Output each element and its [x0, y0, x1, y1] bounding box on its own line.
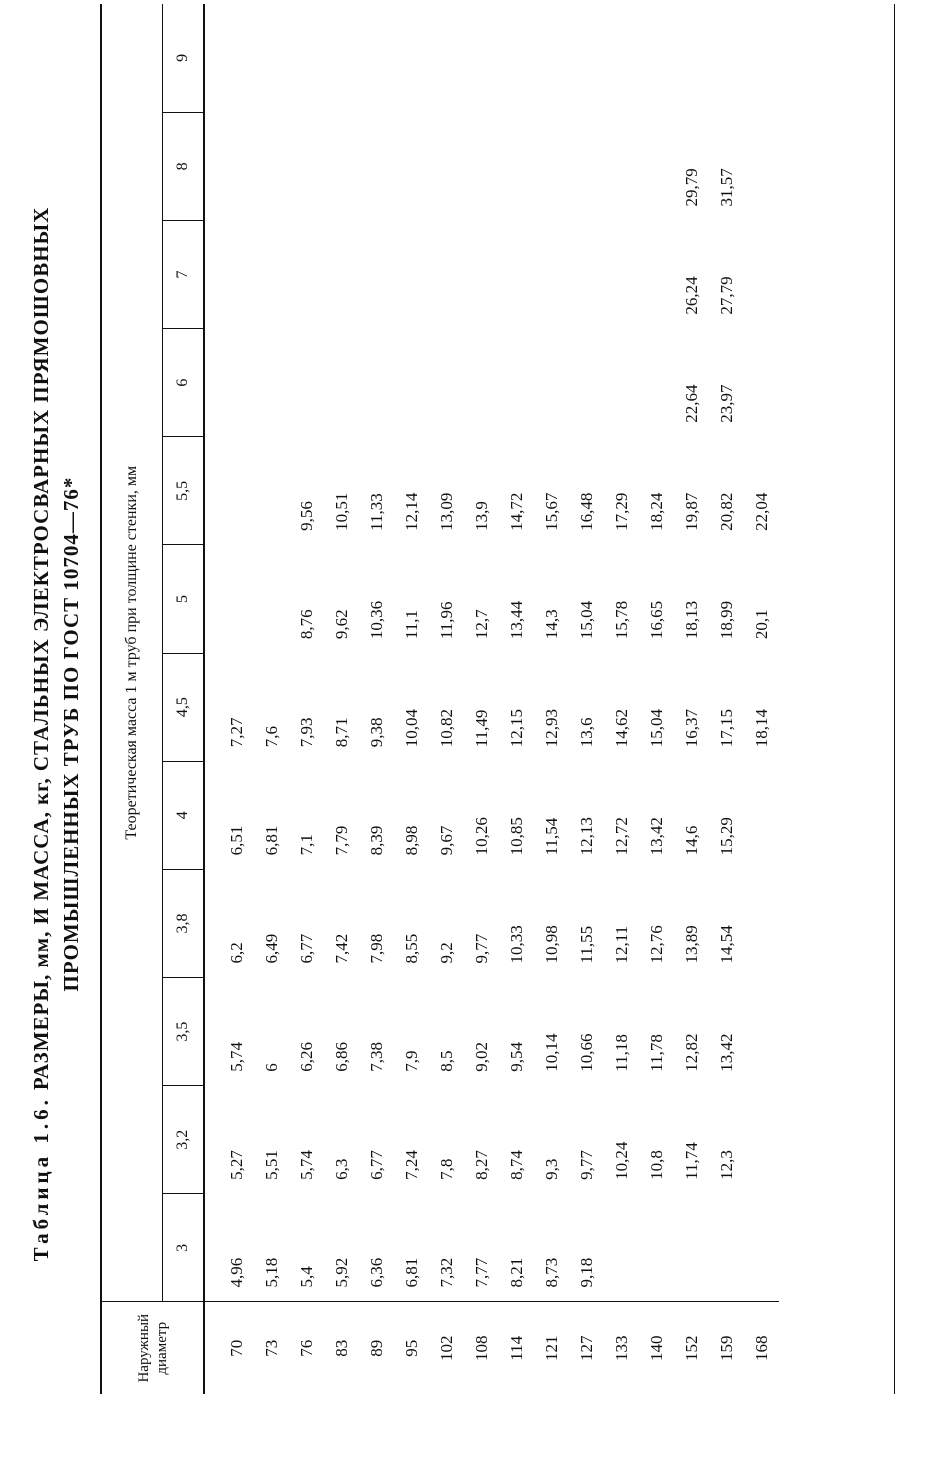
- mass-cell: 4,96: [226, 1257, 246, 1288]
- mass-cell: 20,1: [751, 609, 771, 640]
- mass-cell: 7,32: [436, 1257, 456, 1288]
- mass-cell: 19,87: [681, 492, 701, 531]
- mass-cell: 6,81: [401, 1257, 421, 1288]
- mass-cell: [569, 220, 604, 328]
- mass-cell: 8,39: [366, 825, 386, 856]
- mass-cell: 11,78: [646, 1034, 666, 1072]
- mass-cell: 22,64: [681, 384, 701, 423]
- diameter-cell: 76: [289, 1302, 324, 1394]
- mass-cell: 14,62: [611, 708, 631, 748]
- diameter-cell: 102: [429, 1302, 464, 1394]
- mass-cell: 7,1: [296, 834, 316, 856]
- mass-cell: [324, 112, 359, 220]
- mass-cell: 22,04: [751, 492, 771, 531]
- mass-cell: 9,54: [506, 1041, 526, 1072]
- mass-cell: 10,66: [576, 1033, 596, 1072]
- mass-cell: [359, 112, 394, 220]
- mass-cell: 5,18: [261, 1257, 281, 1288]
- title-line-1: [26, 14, 56, 1454]
- mass-cell: [429, 329, 464, 437]
- mass-cell: 12,76: [646, 925, 666, 964]
- mass-cell: [254, 329, 289, 437]
- rotated-page: [14, 14, 934, 1454]
- mass-cell: [429, 4, 464, 112]
- diameter-cell: 121: [534, 1302, 569, 1394]
- mass-cell: 10,26: [471, 817, 491, 856]
- mass-cell: [499, 4, 534, 112]
- mass-cell: [534, 329, 569, 437]
- mass-cell: 12,13: [576, 817, 596, 856]
- table-row: [359, 4, 394, 1394]
- mass-cell: 18,14: [751, 708, 771, 748]
- diameter-header: Наружный диаметр: [101, 1302, 204, 1394]
- mass-cell: [604, 220, 639, 328]
- mass-cell: 5,92: [331, 1257, 351, 1288]
- mass-cell: [744, 4, 779, 112]
- mass-cell: 9,02: [471, 1041, 491, 1072]
- table-row: [639, 4, 674, 1394]
- table-row: [464, 4, 499, 1394]
- mass-cell: 7,77: [471, 1257, 491, 1288]
- mass-cell: 9,38: [366, 717, 386, 748]
- mass-cell: 26,24: [681, 276, 701, 315]
- mass-cell: [429, 112, 464, 220]
- mass-cell: [204, 112, 254, 220]
- mass-cell: [204, 437, 254, 545]
- title-text-1: РАЗМЕРЫ, мм, И МАССА, кг, СТАЛЬНЫХ ЭЛЕКТРОСВАРНЫХ ПРЯМОШОВНЫХ: [29, 206, 53, 1091]
- mass-cell: 16,65: [646, 600, 666, 640]
- mass-cell: 5,51: [261, 1150, 281, 1180]
- mass-cell: 7,93: [296, 717, 316, 748]
- table-row: [324, 4, 359, 1394]
- table-body: [204, 4, 779, 1394]
- mass-cell: 12,93: [541, 708, 561, 748]
- mass-cell: 13,89: [681, 925, 701, 964]
- mass-cell: [639, 112, 674, 220]
- mass-cell: 10,33: [506, 925, 526, 964]
- mass-cell: 11,74: [681, 1142, 701, 1180]
- mass-cell: [254, 112, 289, 220]
- mass-cell: 15,04: [576, 600, 596, 640]
- mass-cell: 8,71: [331, 717, 351, 748]
- mass-cell: [204, 4, 254, 112]
- mass-cell: [744, 112, 779, 220]
- mass-cell: [534, 112, 569, 220]
- mass-cell: 8,74: [506, 1150, 526, 1180]
- mass-cell: 10,82: [436, 708, 456, 748]
- mass-cell: 6,77: [366, 1150, 386, 1180]
- mass-cell: 10,8: [646, 1150, 666, 1180]
- mass-cell: 12,11: [611, 925, 631, 964]
- mass-cell: [324, 329, 359, 437]
- mass-cell: 12,15: [506, 708, 526, 748]
- mass-cell: [569, 329, 604, 437]
- mass-cell: 8,98: [401, 825, 421, 856]
- mass-cell: 6,86: [331, 1041, 351, 1072]
- diameter-cell: 127: [569, 1302, 604, 1394]
- thickness-header-cell: 4: [163, 761, 205, 869]
- mass-cell: [394, 220, 429, 328]
- diameter-cell: 152: [674, 1302, 709, 1394]
- mass-cell: [394, 4, 429, 112]
- diameter-cell: 83: [324, 1302, 359, 1394]
- mass-cell: 12,82: [681, 1033, 701, 1072]
- mass-cell: 13,42: [716, 1033, 736, 1072]
- mass-cell: [464, 329, 499, 437]
- mass-cell: 7,9: [401, 1050, 421, 1072]
- mass-cell: 7,42: [331, 933, 351, 964]
- mass-cell: [429, 220, 464, 328]
- mass-cell: 7,98: [366, 933, 386, 964]
- mass-cell: [324, 4, 359, 112]
- mass-cell: 5,74: [296, 1150, 316, 1180]
- mass-cell: 16,48: [576, 492, 596, 531]
- table-row: [534, 4, 569, 1394]
- mass-cell: 11,1: [401, 609, 421, 640]
- mass-cell: 27,79: [716, 276, 736, 315]
- diameter-cell: 73: [254, 1302, 289, 1394]
- table-row: [254, 4, 289, 1394]
- thickness-header-cell: 6: [163, 329, 205, 437]
- thickness-header-cell: 8: [163, 112, 205, 220]
- mass-cell: 7,6: [261, 725, 281, 748]
- table-row: [289, 4, 324, 1394]
- mass-cell: 8,21: [506, 1257, 526, 1288]
- mass-cell: 14,6: [681, 825, 701, 856]
- diameter-cell: 108: [464, 1302, 499, 1394]
- mass-cell: [289, 329, 324, 437]
- mass-cell: 10,04: [401, 708, 421, 748]
- mass-cell: [204, 220, 254, 328]
- thickness-header-cell: 3: [174, 1243, 191, 1252]
- table-row: [674, 4, 709, 1394]
- mass-cell: 10,36: [366, 600, 386, 640]
- diameter-cell: 114: [499, 1302, 534, 1394]
- thickness-header-cell: 3,5: [163, 978, 205, 1086]
- thickness-header-cell: 3,8: [163, 869, 205, 977]
- mass-cell: 6,77: [296, 933, 316, 964]
- mass-cell: [534, 220, 569, 328]
- mass-cell: 9,2: [436, 942, 456, 964]
- mass-cell: 18,99: [716, 600, 736, 640]
- mass-cell: [289, 112, 324, 220]
- thickness-span-header: Теоретическая масса 1 м труб при толщине стенки, мм: [101, 4, 163, 1302]
- mass-cell: 15,78: [611, 600, 631, 640]
- mass-cell: 7,38: [366, 1041, 386, 1072]
- mass-cell: 20,82: [716, 492, 736, 531]
- mass-cell: [464, 112, 499, 220]
- mass-cell: [394, 112, 429, 220]
- mass-cell: 7,8: [436, 1158, 456, 1180]
- mass-cell: 13,42: [646, 817, 666, 856]
- table-row: [394, 4, 429, 1394]
- mass-cell: 18,13: [681, 600, 701, 640]
- mass-cell: [709, 1194, 744, 1302]
- mass-cell: 13,6: [576, 717, 596, 748]
- mass-cell: 12,7: [471, 609, 491, 640]
- mass-cell: 13,09: [436, 492, 456, 531]
- thickness-header-cell: 4,5: [163, 653, 205, 761]
- mass-cell: 6,81: [261, 825, 281, 856]
- mass-cell: 12,14: [401, 492, 421, 531]
- mass-cell: 11,96: [436, 601, 456, 640]
- mass-cell: 7,27: [226, 717, 246, 748]
- mass-cell: [254, 437, 289, 545]
- mass-cell: 18,24: [646, 492, 666, 531]
- mass-cell: [604, 112, 639, 220]
- mass-cell: [289, 4, 324, 112]
- mass-cell: [604, 1194, 639, 1302]
- mass-cell: [464, 4, 499, 112]
- mass-cell: [499, 329, 534, 437]
- mass-cell: [289, 220, 324, 328]
- mass-cell: 8,27: [471, 1150, 491, 1180]
- mass-cell: 6: [261, 1063, 281, 1072]
- mass-cell: [394, 329, 429, 437]
- mass-cell: 15,67: [541, 492, 561, 531]
- mass-cell: 10,85: [506, 817, 526, 856]
- mass-cell: 13,44: [506, 600, 526, 640]
- diameter-cell: 140: [639, 1302, 674, 1394]
- mass-cell: [359, 220, 394, 328]
- table-row: [429, 4, 464, 1394]
- mass-cell: 29,79: [681, 168, 701, 207]
- table-row: [204, 4, 254, 1394]
- diameter-cell: 70: [204, 1302, 254, 1394]
- table-row: [744, 4, 779, 1394]
- pipe-mass-table: [100, 4, 779, 1394]
- mass-cell: [744, 329, 779, 437]
- title-line-2: ПРОМЫШЛЕННЫХ ТРУБ ПО ГОСТ 10704—76*: [59, 476, 83, 992]
- mass-cell: [359, 329, 394, 437]
- mass-cell: 8,55: [401, 933, 421, 964]
- diameter-cell: 133: [604, 1302, 639, 1394]
- diameter-cell: 95: [394, 1302, 429, 1394]
- thickness-header-cell: 5: [163, 545, 205, 653]
- mass-cell: [639, 1194, 674, 1302]
- mass-cell: [744, 761, 779, 869]
- mass-cell: 10,51: [331, 492, 351, 531]
- mass-cell: [639, 220, 674, 328]
- mass-cell: 17,15: [716, 708, 736, 748]
- mass-cell: 17,29: [611, 492, 631, 531]
- thickness-header-cell: 3,2: [163, 1086, 205, 1194]
- mass-cell: 5,27: [226, 1150, 246, 1180]
- mass-cell: 9,18: [576, 1257, 596, 1288]
- diameter-cell: 168: [744, 1302, 779, 1394]
- mass-cell: 9,67: [436, 825, 456, 856]
- mass-cell: [709, 4, 744, 112]
- mass-cell: 11,33: [366, 493, 386, 531]
- diameter-cell: 159: [709, 1302, 744, 1394]
- mass-cell: [674, 4, 709, 112]
- thickness-header-cell: 9: [163, 4, 205, 112]
- mass-cell: 14,72: [506, 492, 526, 531]
- mass-cell: 10,98: [541, 925, 561, 964]
- mass-cell: [254, 220, 289, 328]
- mass-cell: 8,76: [296, 609, 316, 640]
- mass-cell: [359, 4, 394, 112]
- mass-cell: 9,56: [296, 501, 316, 531]
- mass-cell: 6,2: [226, 942, 246, 964]
- mass-cell: 6,26: [296, 1041, 316, 1072]
- mass-cell: 5,74: [226, 1041, 246, 1072]
- mass-cell: 15,29: [716, 817, 736, 856]
- mass-cell: 9,77: [576, 1150, 596, 1180]
- mass-cell: 8,5: [436, 1050, 456, 1072]
- diameter-cell: 89: [359, 1302, 394, 1394]
- mass-cell: 11,18: [611, 1034, 631, 1072]
- table-number: Таблица 1.6.: [29, 1096, 53, 1262]
- mass-cell: [204, 545, 254, 653]
- mass-cell: [639, 4, 674, 112]
- mass-cell: [744, 869, 779, 977]
- mass-cell: 10,14: [541, 1033, 561, 1072]
- mass-cell: 13,9: [471, 501, 491, 531]
- thickness-header-cell: 5,5: [163, 437, 205, 545]
- table-row: [499, 4, 534, 1394]
- mass-cell: 5,4: [296, 1266, 316, 1288]
- mass-cell: 6,3: [331, 1158, 351, 1180]
- mass-cell: [534, 4, 569, 112]
- mass-cell: [254, 545, 289, 653]
- mass-cell: 7,79: [331, 825, 351, 856]
- mass-cell: 14,54: [716, 925, 736, 964]
- mass-cell: 7,24: [401, 1150, 421, 1180]
- mass-cell: [604, 329, 639, 437]
- mass-cell: 10,24: [611, 1141, 631, 1180]
- mass-cell: 6,49: [261, 933, 281, 964]
- table-row: [604, 4, 639, 1394]
- table-header: [101, 4, 204, 1394]
- mass-cell: [744, 978, 779, 1086]
- mass-cell: [254, 4, 289, 112]
- mass-cell: 16,37: [681, 708, 701, 748]
- table-row: [709, 4, 744, 1394]
- mass-cell: 12,3: [716, 1150, 736, 1180]
- mass-cell: [464, 220, 499, 328]
- mass-cell: 6,51: [226, 825, 246, 856]
- mass-cell: [604, 4, 639, 112]
- mass-cell: [204, 329, 254, 437]
- mass-cell: 8,73: [541, 1257, 561, 1288]
- mass-cell: 11,55: [576, 925, 596, 964]
- mass-cell: 15,04: [646, 708, 666, 748]
- mass-cell: [569, 4, 604, 112]
- mass-cell: [744, 1194, 779, 1302]
- mass-cell: 14,3: [541, 609, 561, 640]
- mass-cell: [499, 220, 534, 328]
- mass-cell: 12,72: [611, 817, 631, 856]
- mass-cell: 6,36: [366, 1257, 386, 1288]
- mass-cell: [499, 112, 534, 220]
- mass-cell: [744, 220, 779, 328]
- mass-cell: [569, 112, 604, 220]
- mass-cell: 9,3: [541, 1158, 561, 1180]
- mass-cell: [324, 220, 359, 328]
- mass-cell: 31,57: [716, 168, 736, 207]
- table-row: [569, 4, 604, 1394]
- mass-cell: 11,49: [471, 709, 491, 748]
- mass-cell: 23,97: [716, 384, 736, 423]
- mass-cell: [674, 1194, 709, 1302]
- mass-cell: [639, 329, 674, 437]
- thickness-header-cell: 7: [163, 220, 205, 328]
- mass-cell: 11,54: [541, 817, 561, 856]
- mass-cell: [744, 1086, 779, 1194]
- bottom-rule: [894, 4, 895, 1394]
- table-title: [26, 14, 86, 1454]
- mass-cell: 9,77: [471, 933, 491, 964]
- mass-cell: 9,62: [331, 609, 351, 640]
